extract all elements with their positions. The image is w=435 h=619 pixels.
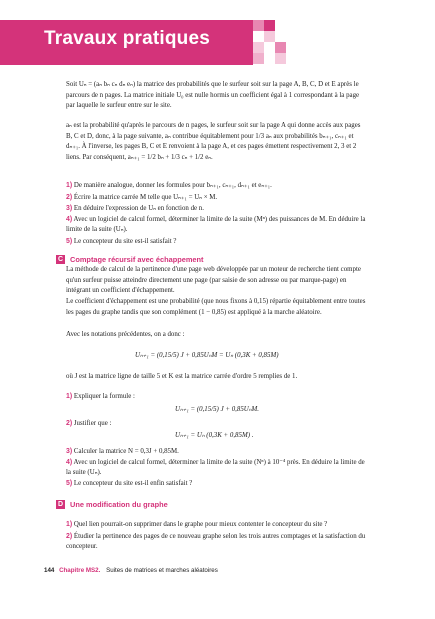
section-c-paragraph-4 [66, 372, 366, 383]
question-b4 [66, 215, 366, 236]
question-text: Le concepteur du site est-il satisfait ? [73, 238, 177, 245]
question-c4 [66, 458, 366, 479]
formula-explain: Uₙ₊₁ = (0,15/5) J + 0,85UₙM. [175, 406, 259, 413]
intro-paragraph-2 [66, 121, 366, 164]
page-number: 144 [44, 567, 55, 574]
intro-p1-text: Soit Uₙ = (aₙ bₙ cₙ dₙ eₙ) la matrice des probabilités que le surfeur soit sur la page A, B, C, D et E après le parcours de n pages. La matrice initiale U₀ est nulle hormis un coefficient égal à 1 correspondant à la page par laquelle le surfeur entre sur le site. [66, 81, 360, 110]
question-text: Calculer la matrice N = 0,3J + 0,85M. [73, 448, 179, 455]
page-title: Travaux pratiques [44, 28, 211, 49]
chapter-title: Suites de matrices et marches aléatoires [106, 567, 218, 574]
question-number: 4) [66, 216, 73, 223]
question-b3 [66, 204, 366, 214]
question-b2 [66, 193, 366, 203]
section-c-paragraph-2 [66, 297, 366, 318]
question-number: 1) [66, 182, 73, 189]
question-text: Quel lien pourrait-on supprimer dans le graphe pour mieux contenter le concepteur du site ? [73, 521, 328, 528]
question-number: 3) [66, 448, 73, 455]
question-number: 1) [66, 393, 73, 400]
section-c-heading [56, 254, 204, 264]
question-text: Expliquer la formule : [73, 393, 135, 400]
question-number: 2) [66, 194, 73, 201]
question-number: 5) [66, 480, 73, 487]
intro-paragraph-1 [66, 80, 366, 112]
question-text: Avec un logiciel de calcul formel, déterminer la limite de la suite (Nⁿ) à 10⁻⁴ près. En déduire la limite de la suite (Uₙ). [66, 459, 365, 477]
question-number: 2) [66, 420, 73, 427]
question-text: En déduire l'expression de Uₙ en fonction de n. [73, 205, 204, 212]
question-c2 [66, 419, 366, 429]
question-number: 5) [66, 238, 73, 245]
question-text: Avec un logiciel de calcul formel, déterminer la limite de la suite (Mⁿ) des puissances de M. En déduire la limite de la suite (Uₙ). [66, 216, 366, 234]
question-d1 [66, 520, 366, 530]
section-title: Comptage récursif avec échappement [70, 254, 204, 264]
question-text: Étudier la pertinence des pages de ce nouveau graphe selon les trois autres comptages et la satisfaction du concepteur. [66, 533, 366, 551]
question-number: 1) [66, 521, 73, 528]
section-d-heading [56, 499, 168, 509]
question-number: 3) [66, 205, 73, 212]
question-c3 [66, 447, 366, 457]
decorative-squares [253, 20, 298, 65]
section-c-p1-text: La méthode de calcul de la pertinence d'une page web développée par un moteur de recherche tient compte qu'un surfeur puisse atteindre directement une page (par saisie de son adresse ou par marque-page) en intégrant un coefficient d'échappement. [66, 266, 361, 295]
section-badge: C [57, 255, 64, 263]
section-badge: D [57, 500, 64, 508]
question-c5 [66, 479, 366, 489]
question-text: De manière analogue, donner les formules pour bₙ₊₁, cₙ₊₁, dₙ₊₁ et eₙ₊₁. [73, 182, 272, 189]
section-title: Une modification du graphe [70, 499, 168, 509]
question-b5 [66, 237, 366, 247]
section-c-p2-text: Le coefficient d'échappement est une probabilité (que nous fixons à 0,15) répartie équitablement entre toutes les pages du graphe tandis que son complément (1 − 0,85) est appliqué à la marche aléatoire. [66, 298, 366, 316]
question-number: 4) [66, 459, 73, 466]
question-number: 2) [66, 533, 73, 540]
section-c-paragraph-3 [66, 330, 366, 341]
formula-main: Uₙ₊₁ = (0,15/5) J + 0,85UₙM = Uₙ (0,3K + 0,85M) [135, 352, 279, 359]
question-c1 [66, 392, 366, 402]
question-text: Justifier que : [73, 420, 112, 427]
question-d2 [66, 532, 366, 553]
page-footer [44, 567, 218, 574]
chapter-label: Chapitre MS2. [59, 567, 101, 574]
question-text: Le concepteur du site est-il enfin satisfait ? [73, 480, 193, 487]
formula-justify: Uₙ₊₁ = Uₙ (0,3K + 0,85M) . [175, 432, 254, 439]
question-b1 [66, 181, 366, 191]
section-c-paragraph-1 [66, 265, 366, 297]
section-c-p3-text: Avec les notations précédentes, on a donc : [66, 331, 185, 338]
header-banner [0, 20, 253, 65]
section-c-p4-text: où J est la matrice ligne de taille 5 et K est la matrice carrée d'ordre 5 remplies de 1. [66, 373, 298, 380]
intro-p2-text: aₙ est la probabilité qu'après le parcours de n pages, le surfeur soit sur la page A qui donne accès aux pages B, C et D, donc, à la page suivante, aₙ contribue équitablement pour 1/3 aₙ aux probabilités bₙ₊₁, cₙ₊₁ et dₙ₊₁. À l'inverse, les pages B, C et E renvoient à la page A, et ces pages émettent respectivement 2, 3 et 2 liens. Par conséquent, aₙ₊₁ = 1/2 bₙ + 1/3 cₙ + 1/2 eₙ. [66, 122, 361, 162]
question-text: Écrire la matrice carrée M telle que Uₙ₊₁ = Uₙ × M. [73, 194, 218, 201]
